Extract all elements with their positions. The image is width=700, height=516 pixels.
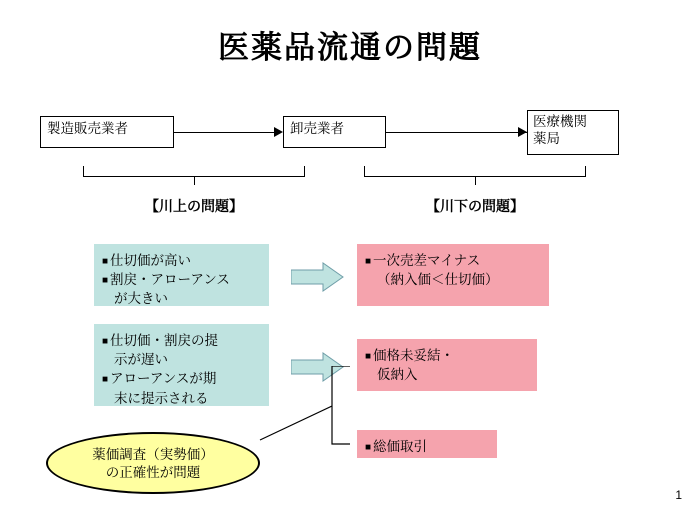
issue-line: ■ 仕切価・割戻の提 xyxy=(102,331,261,350)
brace-label-upstream: 【川上の問題】 xyxy=(145,198,243,214)
issue-line: 仮納入 xyxy=(377,367,418,383)
issue-line: （納入価＜仕切価） xyxy=(377,272,499,288)
issue-line: ■ アローアンスが期 xyxy=(102,369,261,388)
flow-node-wholesaler xyxy=(283,116,386,148)
downstream-issue-2 xyxy=(357,339,537,391)
page-title: 医薬品流通の問題 xyxy=(218,30,482,65)
flow-node-wholesaler-label: 卸売業者 xyxy=(290,121,344,136)
flow-node-manufacturer xyxy=(40,116,174,148)
callout-bubble xyxy=(46,432,260,494)
connector-wholesaler-to-institution xyxy=(386,132,527,133)
issue-line: 示が遅い xyxy=(114,352,168,368)
brace-downstream xyxy=(364,166,586,177)
callout-line-1: 薬価調査（実勢価） xyxy=(92,447,214,462)
downstream-issue-1 xyxy=(357,244,549,306)
issue-line: が大きい xyxy=(114,291,168,307)
page-number: 1 xyxy=(675,488,682,502)
issue-line: 末に提示される xyxy=(114,390,209,406)
upstream-issue-1 xyxy=(94,244,269,306)
flow-node-institution-label-line2: 薬局 xyxy=(533,130,560,146)
issue-line: ■ 割戻・アローアンス xyxy=(102,270,261,289)
downstream-issue-3 xyxy=(357,430,497,458)
flow-node-manufacturer-label: 製造販売業者 xyxy=(47,121,128,136)
arrow-head-icon xyxy=(518,127,527,137)
brace-upstream xyxy=(83,166,305,177)
connector-manufacturer-to-wholesaler xyxy=(174,132,274,133)
callout-connector xyxy=(240,366,370,466)
flow-node-institution-label-line1: 医療機関 xyxy=(533,114,587,129)
issue-line: ■ 価格未妥結・ xyxy=(365,346,529,365)
block-arrow-right-icon xyxy=(291,262,344,292)
issue-line: ■ 総価取引 xyxy=(365,437,489,456)
flow-node-institution xyxy=(527,110,619,155)
brace-label-downstream: 【川下の問題】 xyxy=(426,198,524,214)
callout-line-2: の正確性が問題 xyxy=(105,465,201,481)
issue-line: ■ 仕切価が高い xyxy=(102,251,261,270)
issue-line: ■ 一次売差マイナス xyxy=(365,251,541,270)
arrow-head-icon xyxy=(274,127,283,137)
